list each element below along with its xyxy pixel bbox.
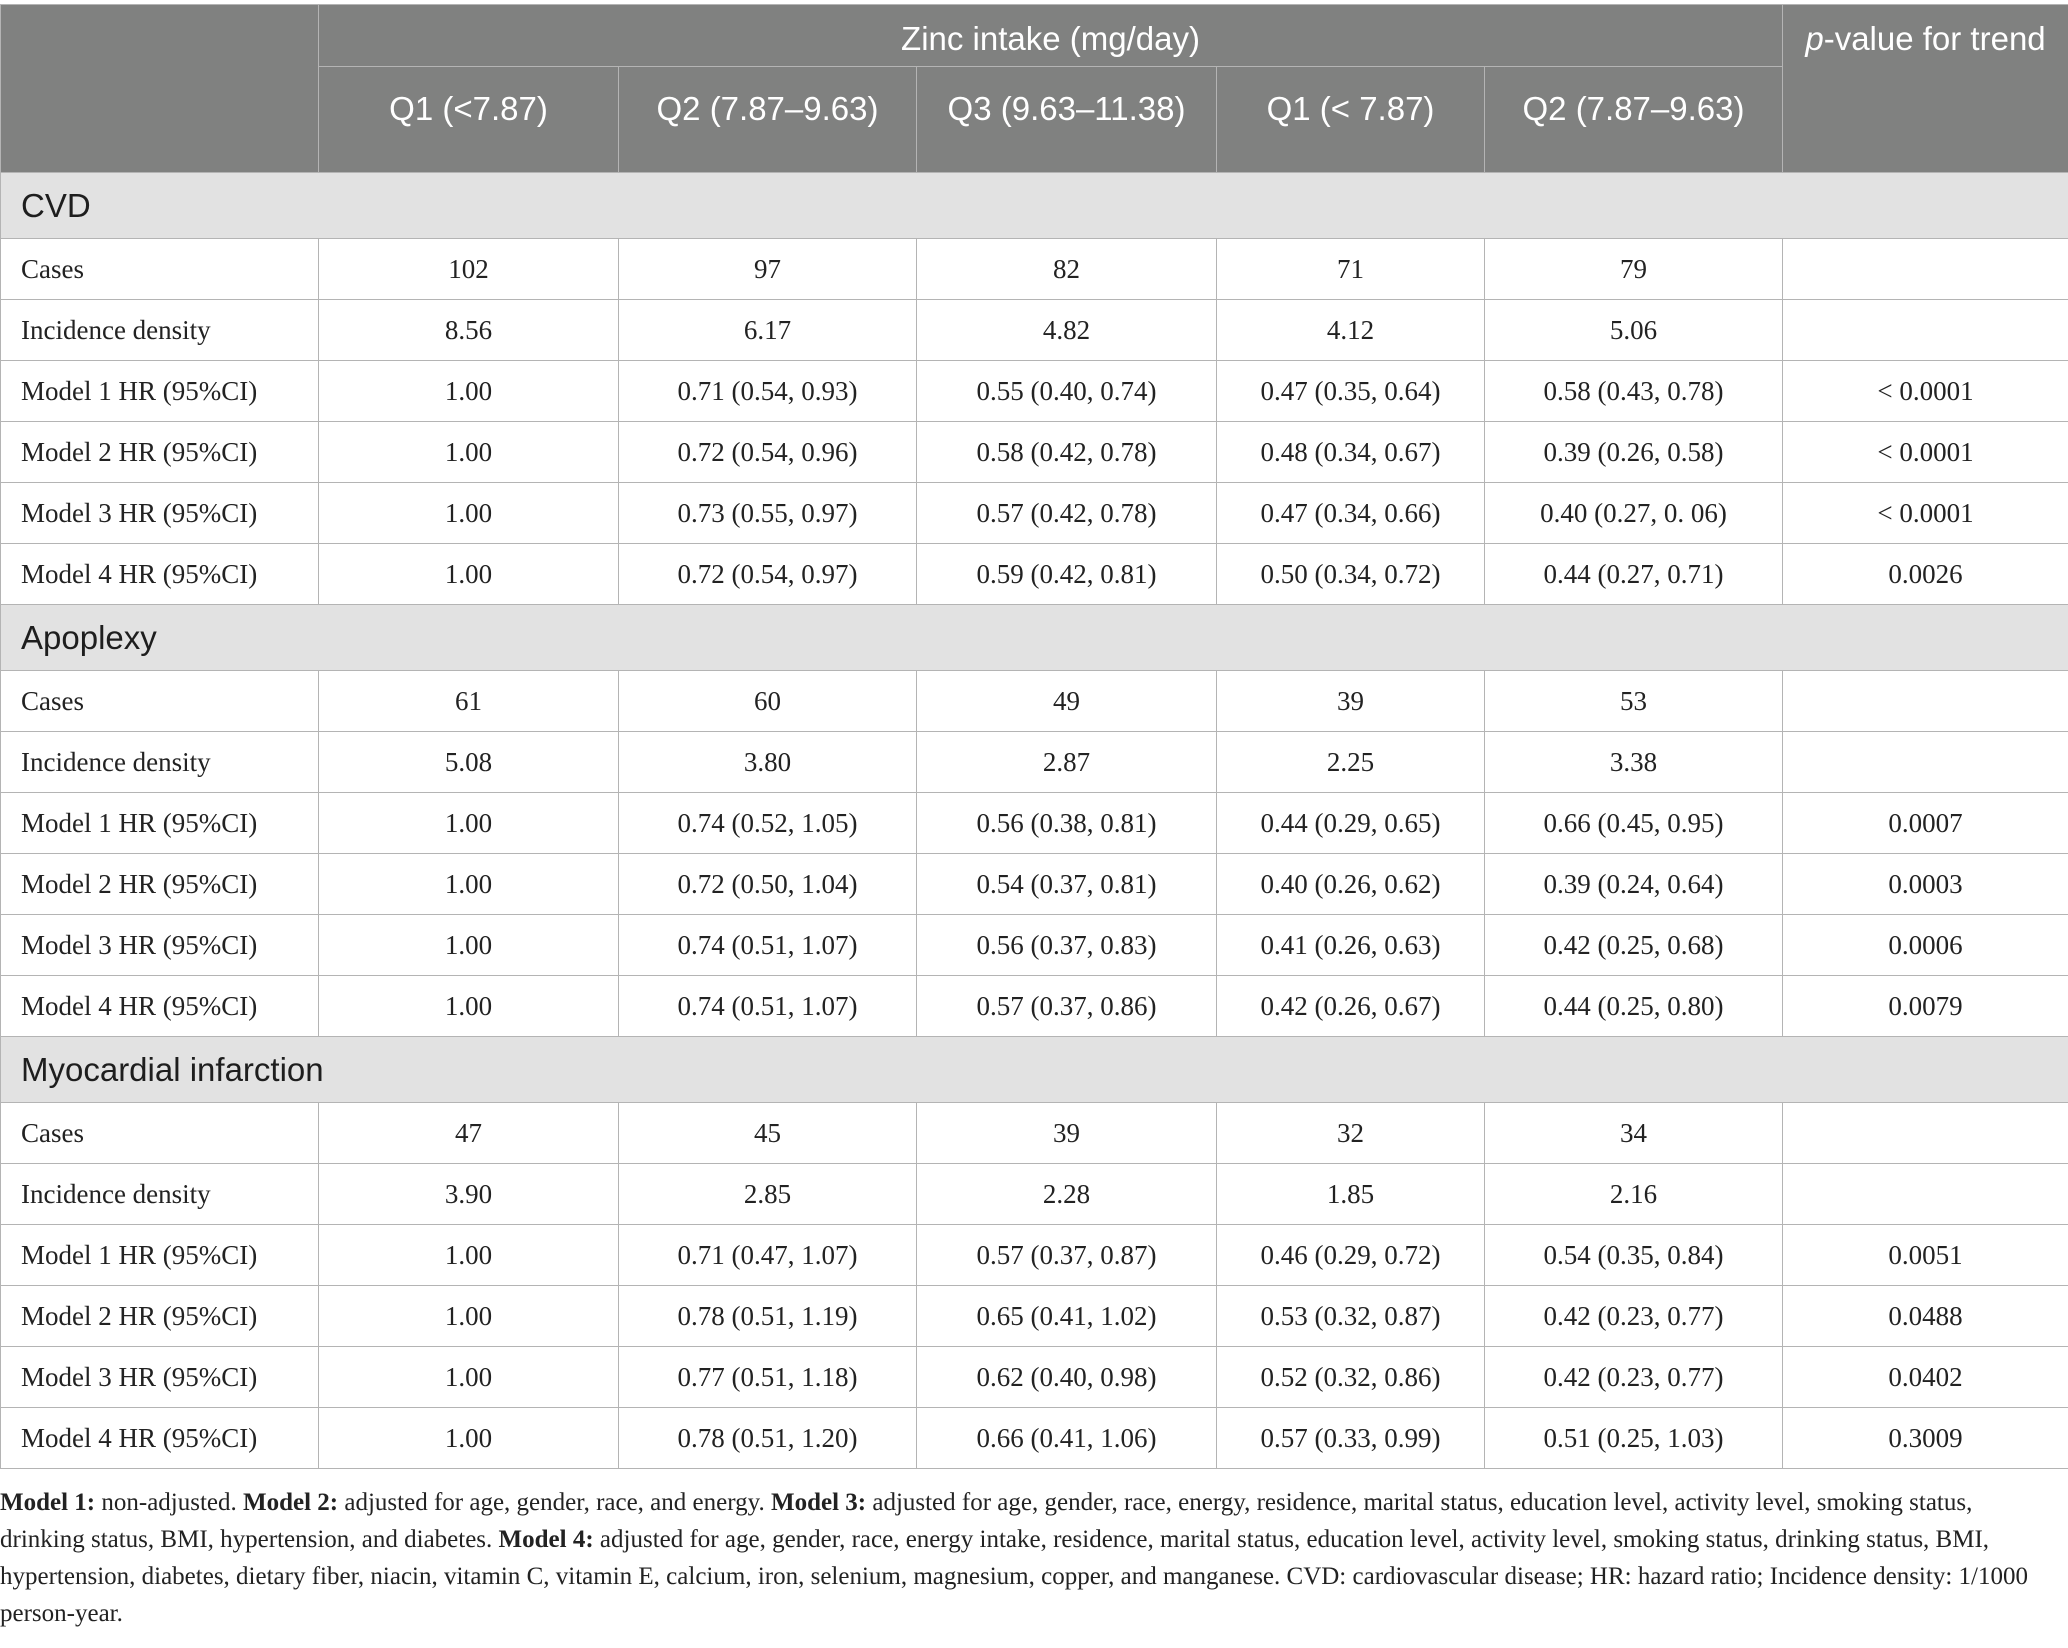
value-cell: 2.85 — [619, 1164, 917, 1225]
value-cell: 61 — [319, 671, 619, 732]
value-cell: 1.00 — [319, 976, 619, 1037]
group-title: CVD — [1, 173, 2068, 239]
value-cell: 97 — [619, 239, 917, 300]
row-label: Model 3 HR (95%CI) — [1, 483, 319, 544]
value-cell: 0.73 (0.55, 0.97) — [619, 483, 917, 544]
header-p-value-trend — [1783, 5, 2068, 173]
group-title: Apoplexy — [1, 605, 2068, 671]
value-cell: 1.00 — [319, 544, 619, 605]
value-cell: 0.55 (0.40, 0.74) — [917, 361, 1217, 422]
row-label: Model 4 HR (95%CI) — [1, 976, 319, 1037]
p-value-cell — [1783, 239, 2068, 300]
row-label: Model 4 HR (95%CI) — [1, 1408, 319, 1469]
group-row — [1, 605, 2068, 671]
footnote-model1-text: non-adjusted. — [95, 1489, 244, 1516]
row-label: Incidence density — [1, 732, 319, 793]
header-p-italic: p — [1805, 20, 1824, 57]
value-cell: 2.87 — [917, 732, 1217, 793]
header-blank-cell — [1, 5, 319, 173]
value-cell: 0.42 (0.23, 0.77) — [1485, 1347, 1783, 1408]
p-value-cell: 0.0051 — [1783, 1225, 2068, 1286]
row-label: Model 1 HR (95%CI) — [1, 793, 319, 854]
value-cell: 1.00 — [319, 854, 619, 915]
value-cell: 0.65 (0.41, 1.02) — [917, 1286, 1217, 1347]
value-cell: 4.82 — [917, 300, 1217, 361]
row-label: Model 4 HR (95%CI) — [1, 544, 319, 605]
row-label: Model 1 HR (95%CI) — [1, 1225, 319, 1286]
p-value-cell — [1783, 1103, 2068, 1164]
p-value-cell: < 0.0001 — [1783, 361, 2068, 422]
header-col-2: Q2 (7.87–9.63) — [619, 67, 917, 173]
value-cell: 32 — [1217, 1103, 1485, 1164]
header-col-4: Q1 (< 7.87) — [1217, 67, 1485, 173]
value-cell: 0.42 (0.26, 0.67) — [1217, 976, 1485, 1037]
value-cell: 5.08 — [319, 732, 619, 793]
value-cell: 0.71 (0.54, 0.93) — [619, 361, 917, 422]
value-cell: 0.44 (0.27, 0.71) — [1485, 544, 1783, 605]
value-cell: 0.40 (0.27, 0. 06) — [1485, 483, 1783, 544]
table-row — [1, 1347, 2068, 1408]
footnote-model3-text: adjusted for age, gender, race, energy, residence, marital status, education level, activity level, smoking status, drinking status, BMI, hypertension, and diabetes. — [0, 1489, 1973, 1553]
value-cell: 79 — [1485, 239, 1783, 300]
value-cell: 0.78 (0.51, 1.19) — [619, 1286, 917, 1347]
header-col-1: Q1 (<7.87) — [319, 67, 619, 173]
header-p-rest: -value for trend — [1823, 20, 2046, 57]
value-cell: 71 — [1217, 239, 1485, 300]
p-value-cell — [1783, 300, 2068, 361]
value-cell: 2.25 — [1217, 732, 1485, 793]
value-cell: 60 — [619, 671, 917, 732]
header-col-3: Q3 (9.63–11.38) — [917, 67, 1217, 173]
value-cell: 0.71 (0.47, 1.07) — [619, 1225, 917, 1286]
table-row — [1, 422, 2068, 483]
table-row — [1, 732, 2068, 793]
value-cell: 45 — [619, 1103, 917, 1164]
value-cell: 8.56 — [319, 300, 619, 361]
table-row — [1, 915, 2068, 976]
table-row — [1, 671, 2068, 732]
table-header — [1, 5, 2068, 173]
p-value-cell: 0.3009 — [1783, 1408, 2068, 1469]
footnote-model4-text: adjusted for age, gender, race, energy intake, residence, marital status, education level, activity level, smoking status, drinking status, BMI, hypertension, diabetes, dietary fiber, niacin, vitamin C, vitamin E, calcium, iron, selenium, magnesium, copper, and manganese. CVD: cardiovascular disease; HR: hazard ratio; Incidence density: 1/1000 person-year. — [0, 1526, 2028, 1627]
value-cell: 0.58 (0.42, 0.78) — [917, 422, 1217, 483]
row-label: Model 2 HR (95%CI) — [1, 854, 319, 915]
value-cell: 0.54 (0.37, 0.81) — [917, 854, 1217, 915]
row-label: Model 2 HR (95%CI) — [1, 422, 319, 483]
value-cell: 0.46 (0.29, 0.72) — [1217, 1225, 1485, 1286]
group-title: Myocardial infarction — [1, 1037, 2068, 1103]
p-value-cell: 0.0488 — [1783, 1286, 2068, 1347]
value-cell: 5.06 — [1485, 300, 1783, 361]
header-zinc-intake: Zinc intake (mg/day) — [319, 5, 1783, 67]
p-value-cell: < 0.0001 — [1783, 483, 2068, 544]
value-cell: 1.00 — [319, 1286, 619, 1347]
p-value-cell: < 0.0001 — [1783, 422, 2068, 483]
p-value-cell: 0.0003 — [1783, 854, 2068, 915]
value-cell: 49 — [917, 671, 1217, 732]
header-col-5: Q2 (7.87–9.63) — [1485, 67, 1783, 173]
table-row — [1, 1103, 2068, 1164]
value-cell: 0.58 (0.43, 0.78) — [1485, 361, 1783, 422]
row-label: Cases — [1, 1103, 319, 1164]
value-cell: 0.53 (0.32, 0.87) — [1217, 1286, 1485, 1347]
value-cell: 3.90 — [319, 1164, 619, 1225]
table-row — [1, 976, 2068, 1037]
row-label: Model 1 HR (95%CI) — [1, 361, 319, 422]
value-cell: 1.00 — [319, 422, 619, 483]
value-cell: 0.56 (0.38, 0.81) — [917, 793, 1217, 854]
value-cell: 1.85 — [1217, 1164, 1485, 1225]
value-cell: 0.74 (0.51, 1.07) — [619, 976, 917, 1037]
value-cell: 3.38 — [1485, 732, 1783, 793]
value-cell: 0.62 (0.40, 0.98) — [917, 1347, 1217, 1408]
value-cell: 0.72 (0.50, 1.04) — [619, 854, 917, 915]
value-cell: 0.77 (0.51, 1.18) — [619, 1347, 917, 1408]
value-cell: 53 — [1485, 671, 1783, 732]
group-row — [1, 1037, 2068, 1103]
table-row — [1, 793, 2068, 854]
value-cell: 39 — [917, 1103, 1217, 1164]
table-row — [1, 361, 2068, 422]
results-table — [0, 4, 2068, 1469]
row-label: Model 3 HR (95%CI) — [1, 1347, 319, 1408]
row-label: Incidence density — [1, 300, 319, 361]
table-row — [1, 483, 2068, 544]
value-cell: 1.00 — [319, 1347, 619, 1408]
value-cell: 0.39 (0.26, 0.58) — [1485, 422, 1783, 483]
table-row — [1, 1286, 2068, 1347]
table-row — [1, 300, 2068, 361]
value-cell: 0.57 (0.33, 0.99) — [1217, 1408, 1485, 1469]
p-value-cell — [1783, 1164, 2068, 1225]
value-cell: 0.44 (0.29, 0.65) — [1217, 793, 1485, 854]
value-cell: 0.47 (0.34, 0.66) — [1217, 483, 1485, 544]
value-cell: 0.54 (0.35, 0.84) — [1485, 1225, 1783, 1286]
value-cell: 0.50 (0.34, 0.72) — [1217, 544, 1485, 605]
table-row — [1, 1225, 2068, 1286]
value-cell: 1.00 — [319, 793, 619, 854]
value-cell: 0.59 (0.42, 0.81) — [917, 544, 1217, 605]
p-value-cell — [1783, 732, 2068, 793]
footnote-model1-label: Model 1: — [0, 1489, 96, 1516]
p-value-cell: 0.0026 — [1783, 544, 2068, 605]
value-cell: 0.74 (0.51, 1.07) — [619, 915, 917, 976]
value-cell: 0.48 (0.34, 0.67) — [1217, 422, 1485, 483]
table-row — [1, 1164, 2068, 1225]
value-cell: 1.00 — [319, 483, 619, 544]
group-row — [1, 173, 2068, 239]
value-cell: 47 — [319, 1103, 619, 1164]
p-value-cell: 0.0402 — [1783, 1347, 2068, 1408]
row-label: Incidence density — [1, 1164, 319, 1225]
value-cell: 34 — [1485, 1103, 1783, 1164]
value-cell: 0.57 (0.37, 0.87) — [917, 1225, 1217, 1286]
value-cell: 0.42 (0.25, 0.68) — [1485, 915, 1783, 976]
value-cell: 0.47 (0.35, 0.64) — [1217, 361, 1485, 422]
footnote-model4-label: Model 4: — [498, 1526, 594, 1553]
value-cell: 1.00 — [319, 1225, 619, 1286]
value-cell: 1.00 — [319, 915, 619, 976]
value-cell: 0.52 (0.32, 0.86) — [1217, 1347, 1485, 1408]
row-label: Model 3 HR (95%CI) — [1, 915, 319, 976]
footnote-model2-text: adjusted for age, gender, race, and energy. — [338, 1489, 771, 1516]
value-cell: 4.12 — [1217, 300, 1485, 361]
value-cell: 0.72 (0.54, 0.96) — [619, 422, 917, 483]
row-label: Cases — [1, 671, 319, 732]
value-cell: 39 — [1217, 671, 1485, 732]
value-cell: 0.39 (0.24, 0.64) — [1485, 854, 1783, 915]
p-value-cell — [1783, 671, 2068, 732]
value-cell: 2.28 — [917, 1164, 1217, 1225]
value-cell: 0.56 (0.37, 0.83) — [917, 915, 1217, 976]
value-cell: 3.80 — [619, 732, 917, 793]
value-cell: 0.42 (0.23, 0.77) — [1485, 1286, 1783, 1347]
value-cell: 0.41 (0.26, 0.63) — [1217, 915, 1485, 976]
table-row — [1, 544, 2068, 605]
value-cell: 0.66 (0.41, 1.06) — [917, 1408, 1217, 1469]
row-label: Cases — [1, 239, 319, 300]
value-cell: 6.17 — [619, 300, 917, 361]
value-cell: 2.16 — [1485, 1164, 1783, 1225]
value-cell: 0.66 (0.45, 0.95) — [1485, 793, 1783, 854]
value-cell: 0.57 (0.37, 0.86) — [917, 976, 1217, 1037]
table-footnote — [0, 1484, 2060, 1632]
value-cell: 0.72 (0.54, 0.97) — [619, 544, 917, 605]
table-body — [1, 173, 2068, 1469]
value-cell: 1.00 — [319, 1408, 619, 1469]
table-row — [1, 239, 2068, 300]
footnote-model2-label: Model 2: — [243, 1489, 339, 1516]
value-cell: 0.78 (0.51, 1.20) — [619, 1408, 917, 1469]
value-cell: 102 — [319, 239, 619, 300]
footnote-model3-label: Model 3: — [770, 1489, 867, 1516]
value-cell: 0.51 (0.25, 1.03) — [1485, 1408, 1783, 1469]
p-value-cell: 0.0007 — [1783, 793, 2068, 854]
value-cell: 82 — [917, 239, 1217, 300]
value-cell: 0.40 (0.26, 0.62) — [1217, 854, 1485, 915]
table-row — [1, 854, 2068, 915]
row-label: Model 2 HR (95%CI) — [1, 1286, 319, 1347]
value-cell: 0.74 (0.52, 1.05) — [619, 793, 917, 854]
value-cell: 0.57 (0.42, 0.78) — [917, 483, 1217, 544]
value-cell: 0.44 (0.25, 0.80) — [1485, 976, 1783, 1037]
p-value-cell: 0.0006 — [1783, 915, 2068, 976]
table-row — [1, 1408, 2068, 1469]
value-cell: 1.00 — [319, 361, 619, 422]
p-value-cell: 0.0079 — [1783, 976, 2068, 1037]
